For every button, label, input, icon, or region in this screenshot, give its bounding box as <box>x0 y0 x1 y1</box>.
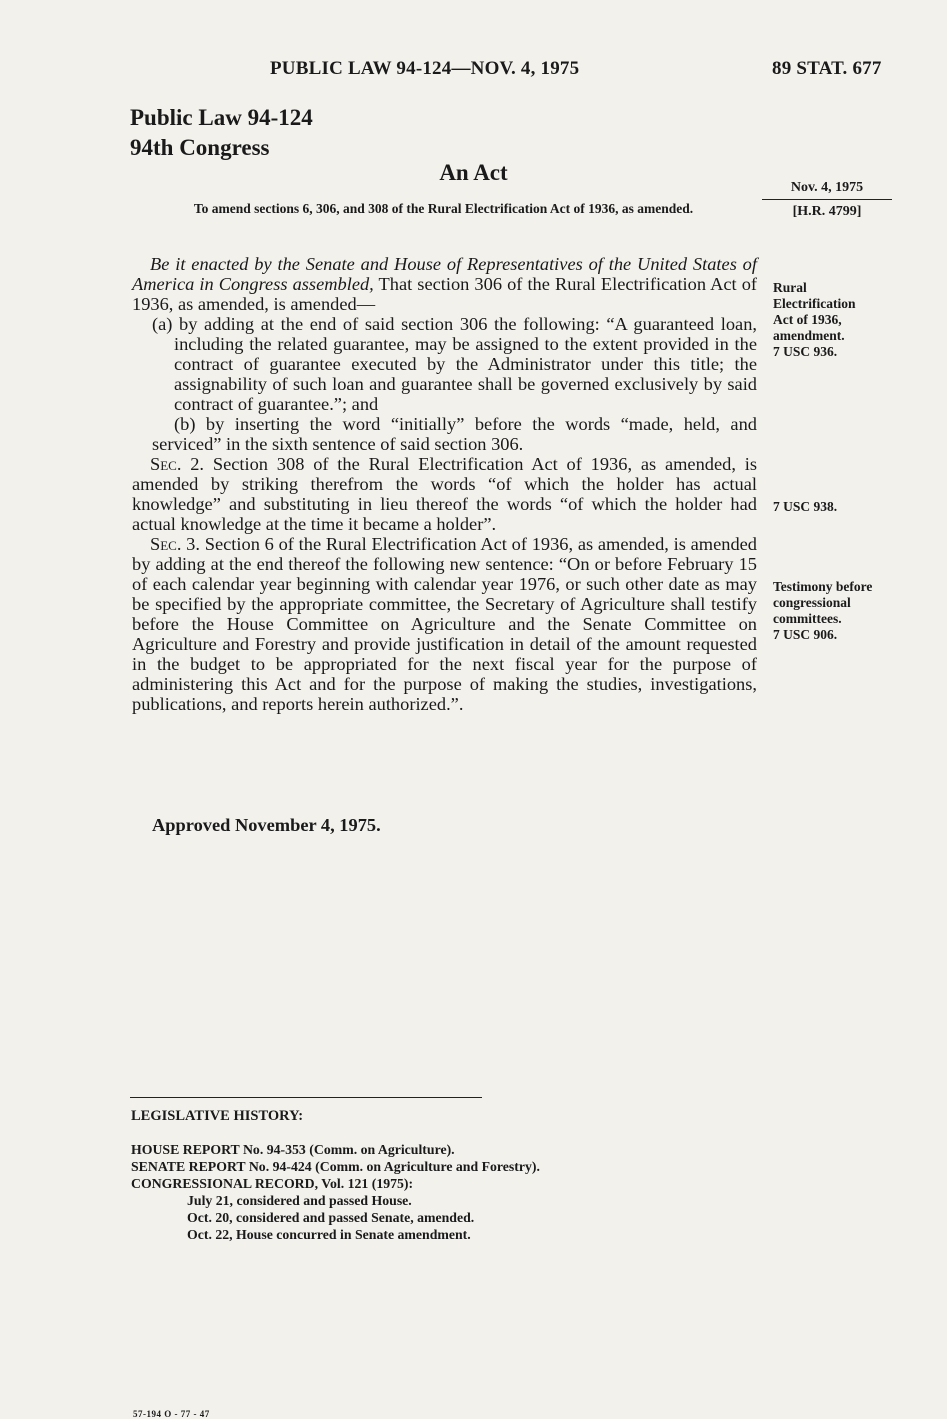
section-1-a: (a) by adding at the end of said section 306 the following: “A guaranteed loan, including the related guarantee, may be assigned to the extent provided in the contract of guarantee executed by the Administrator under this title; the assignability of such loan and guarantee shall be governed exclusively by said contract of guarantee.”; and <box>152 314 757 414</box>
section-3-label: Sec. 3. <box>150 534 200 554</box>
legislative-history-heading: LEGISLATIVE HISTORY: <box>131 1108 304 1124</box>
running-head: PUBLIC LAW 94-124—NOV. 4, 1975 <box>270 58 580 79</box>
bill-number: [H.R. 4799] <box>792 204 862 219</box>
senate-report: SENATE REPORT No. 94-424 (Comm. on Agriculture and Forestry). <box>131 1159 540 1174</box>
stat-page-number: 89 STAT. 677 <box>772 58 882 79</box>
print-code: 57-194 O - 77 - 47 <box>133 1409 210 1419</box>
approval-date: Approved November 4, 1975. <box>152 815 381 835</box>
purpose-statement: To amend sections 6, 306, and 308 of the Rural Electrification Act of 1936, as amended. <box>193 201 694 216</box>
law-designation <box>130 103 313 163</box>
margin-note-7-usc-938: 7 USC 938. <box>773 499 838 514</box>
enacting-clause: Be it enacted by the Senate and House of Representatives of the United States of America in Congress assembled, <box>132 254 757 294</box>
section-3: Sec. 3. Section 6 of the Rural Electrification Act of 1936, as amended, is amended by adding at the end thereof the following new sentence: “On or before February 15 of each calendar year beginning with calendar year 1976, or such other date as may be specified by the appropriate committee, the Secretary of Agriculture shall testify before the House Committee on Agriculture and the Senate Committee on Agriculture and Forestry and provide justification in detail of the amount requested in the budget to be appropriated for the next fiscal year for the purpose of administering this Act and for the purpose of making the studies, investigations, publications, and reports herein authorized.”. <box>132 534 757 714</box>
act-body <box>132 254 757 714</box>
law-number: Public Law 94-124 <box>130 105 313 130</box>
section-2: Sec. 2. Section 308 of the Rural Electrification Act of 1936, as amended, is amended by striking therefrom the words “of which the holder has actual knowledge” and substituting in lieu thereof the words “of which the holder had actual knowledge at the time it became a holder”. <box>132 454 757 534</box>
legislative-history-rule <box>130 1097 482 1098</box>
history-entry: July 21, considered and passed House. <box>187 1193 412 1208</box>
section-2-label: Sec. 2. <box>150 454 205 474</box>
history-entry: Oct. 20, considered and passed Senate, amended. <box>187 1210 475 1225</box>
house-report: HOUSE REPORT No. 94-353 (Comm. on Agriculture). <box>131 1142 455 1157</box>
congressional-record: CONGRESSIONAL RECORD, Vol. 121 (1975): <box>131 1176 414 1191</box>
date-bill-box <box>762 180 892 220</box>
congress-number: 94th Congress <box>130 135 270 160</box>
history-entry: Oct. 22, House concurred in Senate amendment. <box>187 1227 471 1242</box>
legislative-history-list <box>131 1141 540 1243</box>
margin-note-testimony: Testimony before congressional committees. 7 USC 906. <box>773 579 873 642</box>
section-1-intro: Be it enacted by the Senate and House of Representatives of the United States of America in Congress assembled, That section 306 of the Rural Electrification Act of 1936, as amended, is amended— <box>132 254 758 314</box>
section-1-b: (b) by inserting the word “initially” before the words “made, held, and serviced” in the sixth sentence of said section 306. <box>152 414 757 454</box>
margin-note-rural-electrification: Rural Electrification Act of 1936, amendment. 7 USC 936. <box>773 280 856 359</box>
enactment-date: Nov. 4, 1975 <box>762 180 892 200</box>
act-title: An Act <box>439 160 508 185</box>
